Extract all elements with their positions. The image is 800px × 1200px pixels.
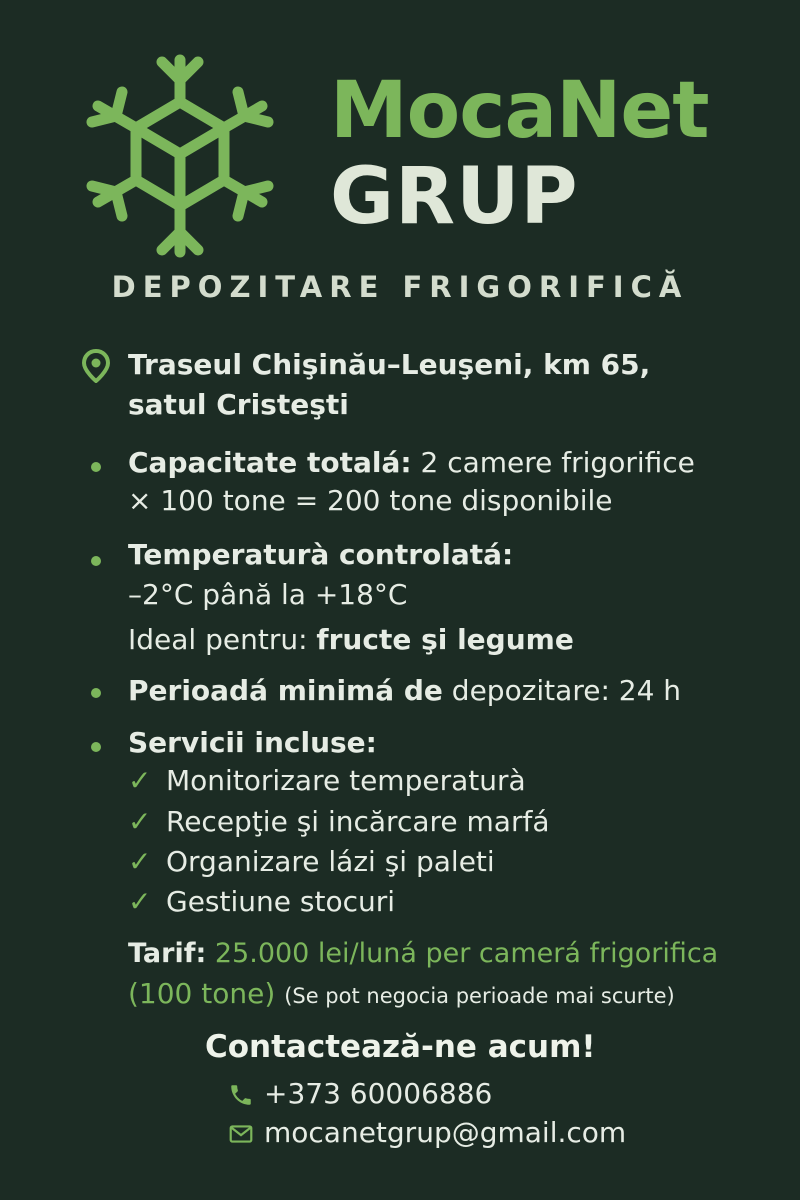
location-pin-icon [82,349,110,383]
bullet-dot [91,462,101,472]
check-icon: ✓ [128,764,152,797]
bullet-dot [91,742,101,752]
capacity-line-2: × 100 tone = 200 tone disponibile [128,484,613,517]
service-item: ✓ Organizare lázi şi paleti [128,843,495,881]
temperature-range: –2°C până la +18°C [128,578,408,611]
phone-icon [228,1082,254,1108]
email-icon [228,1121,254,1147]
capacity-line-1 [128,444,695,482]
capacity-value: 2 camere frigorifice [420,446,695,479]
service-item: ✓ Recepţie şi incărcare marfá [128,803,549,841]
address-line-1: Traseul Chişinău–Leuşeni, km 65, [128,348,651,381]
tariff-line-2 [128,975,675,1015]
tariff-capacity: (100 tone) [128,977,276,1010]
service-item: ✓ Monitorizare temperaturà [128,762,526,800]
email-address: mocanetgrup@gmail.com [264,1116,627,1149]
brand-subname: GRUP [330,152,579,242]
email-link[interactable] [228,1114,626,1152]
service-item: ✓ Gestiune stocuri [128,883,395,921]
ideal-for [128,621,574,659]
services-title: Servicii incluse: [128,726,377,759]
bullet-dot [91,688,101,698]
ideal-value: fructe şi legume [316,623,574,656]
brand-name: MocaNet [330,66,709,156]
ideal-label: Ideal pentru: [128,623,308,656]
tagline: DEPOZITARE FRIGORIFICĂ [111,270,689,304]
phone-number: +373 60006886 [264,1077,493,1110]
check-icon: ✓ [128,805,152,838]
check-icon: ✓ [128,885,152,918]
phone-link[interactable] [228,1075,492,1113]
contact-cta: Contactează-ne acum! [205,1029,596,1065]
temperature-label: Temperaturà controlatá: [128,538,514,571]
min-period [128,672,681,710]
check-icon: ✓ [128,845,152,878]
capacity-label: Capacitate totalá: [128,446,412,479]
snowflake-cube-icon [84,52,276,260]
bullet-dot [91,556,101,566]
tariff-price: 25.000 lei/luná per camerá frigorifica [214,938,719,969]
tariff-line-1 [128,935,718,973]
period-value: depozitare: 24 h [451,674,682,707]
tariff-note: (Se pot negocia perioade mai scurte) [284,984,675,1008]
tariff-label: Tarif: [128,938,207,969]
period-label: Perioadá minimá de [128,674,443,707]
address-line-2: satul Cristeşti [128,388,349,421]
